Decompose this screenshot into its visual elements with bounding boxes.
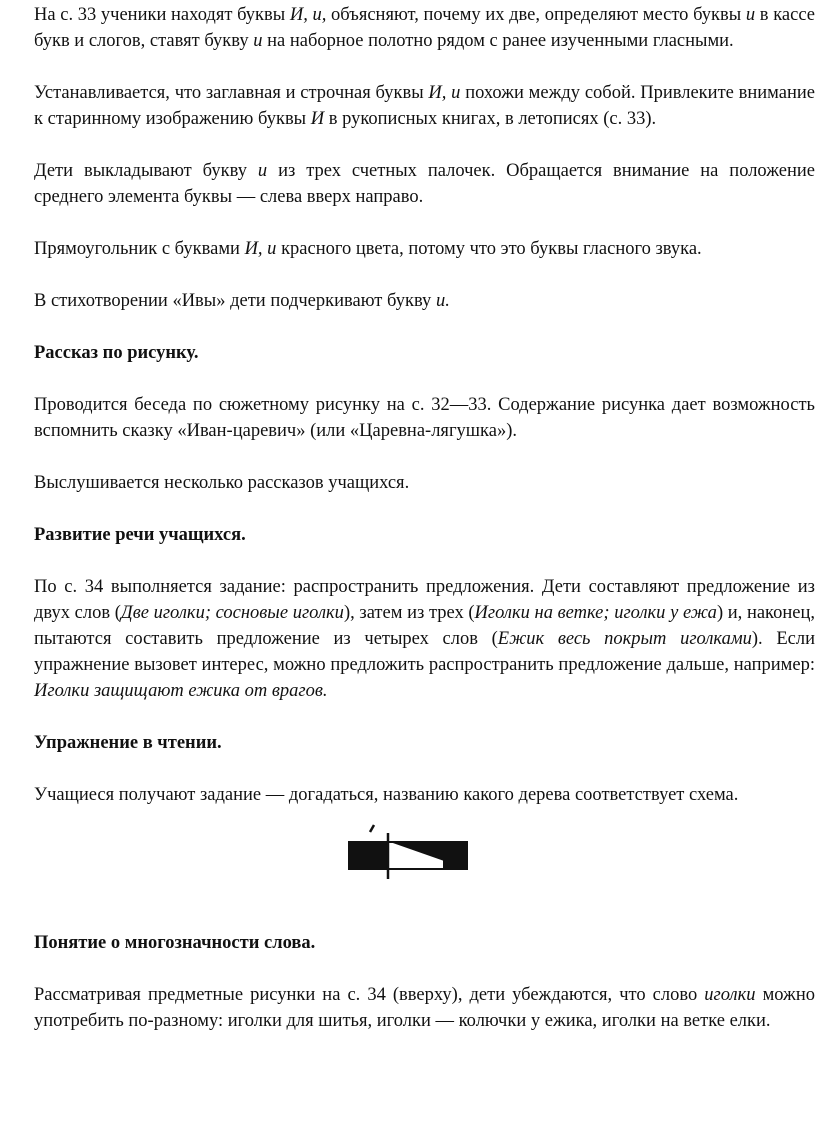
italic-example: Ежик весь покрыт иголками bbox=[497, 629, 752, 649]
text-run: ) и, наконец, пытаются составить предложение из четырех слов ( bbox=[34, 603, 815, 649]
section-heading-polysemy: Понятие о многозначности слова. bbox=[34, 933, 316, 953]
text-run: Рассматривая предметные рисунки на с. 34 (вверху), дети убеждаются, что слово bbox=[34, 985, 705, 1005]
italic-letter: И, и bbox=[428, 83, 461, 103]
section-heading-speech: Развитие речи учащихся. bbox=[34, 525, 246, 545]
text-run: красного цвета, потому что это буквы гласного звука. bbox=[276, 239, 702, 259]
document-page bbox=[34, 2, 815, 1060]
paragraph-3 bbox=[34, 158, 815, 210]
text-run: Устанавливается, что заглавная и строчная буквы bbox=[34, 83, 429, 103]
text-run: На с. 33 ученики находят буквы bbox=[34, 5, 290, 25]
section-heading-reading: Упражнение в чтении. bbox=[34, 733, 222, 753]
text-run: похожи между собой. Привлеките внимание к старинному изображению буквы bbox=[34, 83, 815, 129]
italic-example: Две иголки; сосновые иголки bbox=[120, 603, 344, 623]
section-heading-story: Рассказ по рисунку. bbox=[34, 343, 199, 363]
paragraph-4 bbox=[34, 236, 815, 262]
italic-letter: и bbox=[745, 5, 756, 25]
text-run: ). Если упражнение вызовет интерес, можно предложить распространить предложение дальше, например: bbox=[34, 629, 815, 675]
scheme-consonant-block bbox=[349, 842, 388, 869]
text-run: объясняют, почему их две, определяют место буквы bbox=[326, 5, 746, 25]
text-run: можно употребить по-разному: иголки для шитья, иголки — колючки у ежика, иголки на ветке елки. bbox=[34, 985, 815, 1031]
italic-letter: И, и, bbox=[289, 5, 327, 25]
text-run: По с. 34 выполняется задание: распространить предложения. Дети составляют предложение из двух слов ( bbox=[34, 577, 815, 623]
text-run: на наборное полотно рядом с ранее изученными гласными. bbox=[262, 31, 734, 51]
paragraph-8 bbox=[34, 574, 815, 704]
paragraph-2 bbox=[34, 80, 815, 132]
text-run: ), затем из трех ( bbox=[343, 603, 475, 623]
text-run: В стихотворении «Ивы» дети подчеркивают букву bbox=[34, 291, 436, 311]
italic-letter: и bbox=[257, 161, 268, 181]
italic-letter: и. bbox=[435, 291, 450, 311]
italic-letter: И bbox=[310, 109, 325, 129]
paragraph-1 bbox=[34, 2, 815, 54]
italic-letter: и bbox=[253, 31, 263, 51]
paragraph-10 bbox=[34, 982, 815, 1034]
text-run: Прямоугольник с буквами bbox=[34, 239, 245, 259]
italic-example: Иголки защищают ежика от врагов. bbox=[34, 681, 328, 701]
text-run: из трех счетных палочек. Обращается внимание на положение среднего элемента буквы — слева вверх направо. bbox=[34, 161, 815, 207]
scheme-end-block bbox=[443, 842, 467, 869]
paragraph-5 bbox=[34, 288, 815, 314]
text-run: в рукописных книгах, в летописях (с. 33). bbox=[324, 109, 657, 129]
text-run: в кассе букв и слогов, ставят букву bbox=[34, 5, 815, 51]
italic-word: иголки bbox=[704, 985, 756, 1005]
paragraph-6: Проводится беседа по сюжетному рисунку на с. 32—33. Содержание рисунка дает возможность вспомнить сказку «Иван-царевич» (или «Царевна-лягушка»). bbox=[34, 395, 815, 441]
stress-mark bbox=[370, 825, 374, 832]
text-run: Дети выкладывают букву bbox=[34, 161, 258, 181]
word-scheme-figure bbox=[345, 823, 475, 881]
italic-example: Иголки на ветке; иголки у ежа bbox=[474, 603, 717, 623]
italic-letter: И, и bbox=[244, 239, 277, 259]
paragraph-9: Учащиеся получают задание — догадаться, названию какого дерева соответствует схема. bbox=[34, 785, 739, 805]
paragraph-7: Выслушивается несколько рассказов учащихся. bbox=[34, 473, 410, 493]
